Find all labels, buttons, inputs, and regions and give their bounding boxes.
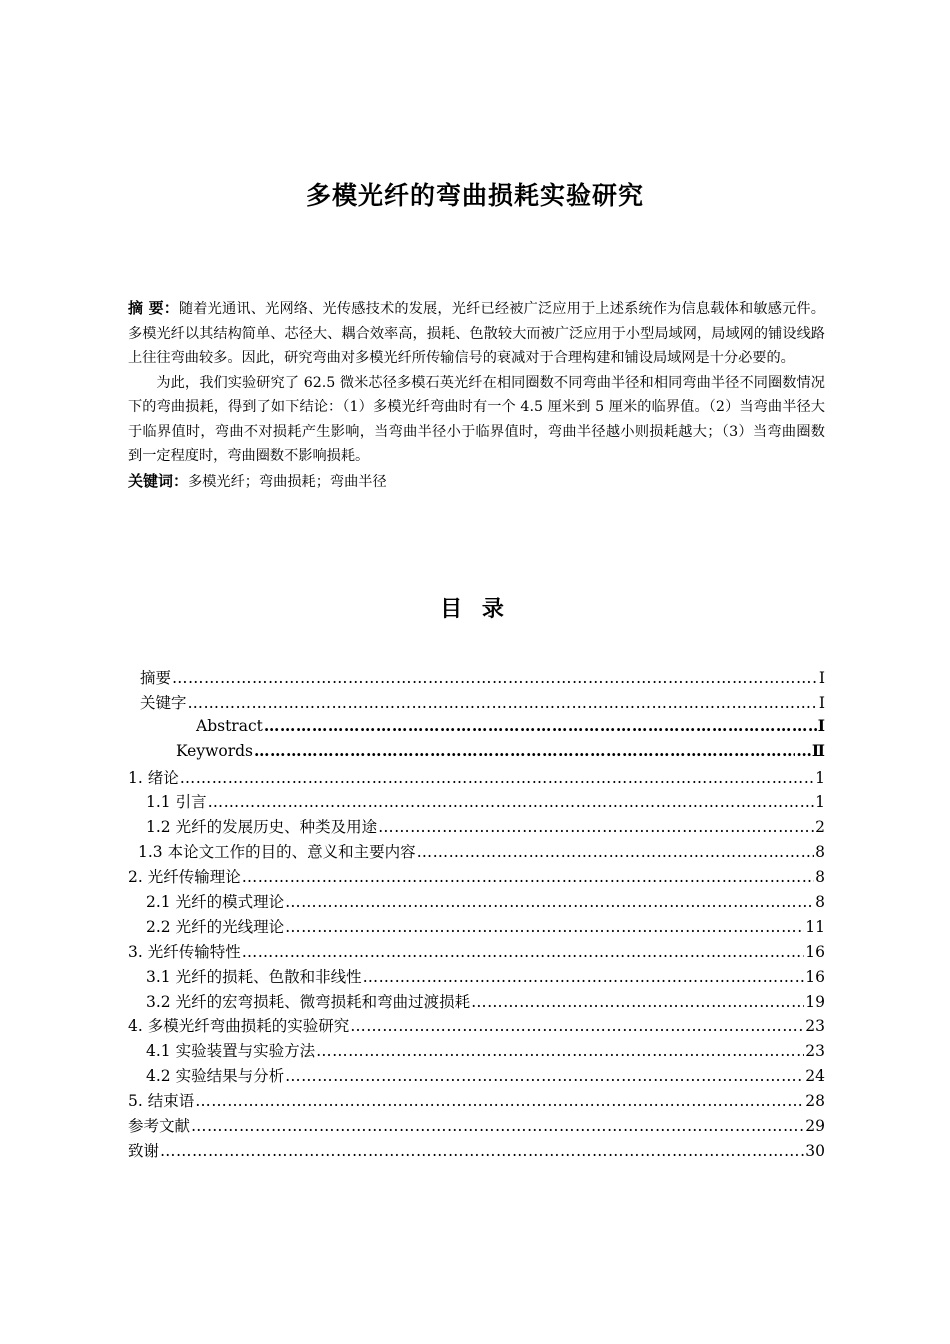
toc-entry[interactable]	[128, 990, 825, 1015]
toc-leader-dots	[254, 741, 795, 760]
keywords-label: 关键词：	[128, 471, 189, 490]
toc-entry-text: 4.2 实验结果与分析	[146, 1067, 285, 1086]
toc-entry[interactable]	[128, 666, 825, 691]
toc-entry-page: Ⅰ	[818, 669, 825, 687]
toc-entry-text: 关键字	[140, 693, 187, 712]
toc-entry-text: 1. 绪论	[128, 768, 179, 787]
toc-entry[interactable]	[128, 1064, 825, 1089]
toc-leader-dots	[285, 893, 814, 911]
toc-entry[interactable]	[128, 691, 825, 716]
toc-entry-page: 8	[815, 843, 825, 862]
abstract-label: 摘 要：	[128, 299, 179, 317]
toc-entry[interactable]	[128, 741, 825, 766]
toc-entry[interactable]	[128, 1089, 825, 1114]
toc-entry-page: 24	[805, 1067, 825, 1086]
table-of-contents	[128, 666, 825, 1164]
toc-entry[interactable]	[128, 865, 825, 890]
toc-leader-dots	[316, 1042, 804, 1060]
toc-entry-text: 3. 光纤传输特性	[128, 942, 241, 961]
toc-entry-page: 11	[805, 917, 825, 936]
toc-entry-text: 1.2 光纤的发展历史、种类及用途	[146, 818, 378, 837]
toc-entry-text: 2.1 光纤的模式理论	[146, 893, 285, 912]
toc-leader-dots	[195, 1092, 804, 1110]
toc-entry[interactable]	[128, 890, 825, 915]
toc-title: 目 录	[440, 597, 510, 622]
abstract-paragraph-2: 为此，我们实验研究了 62.5 微米芯径多模石英光纤在相同圈数不同弯曲半径和相同弯曲半径不同圈数情况下的弯曲损耗，得到了如下结论：（1）多模光纤弯曲时有一个 4.5 厘米到 5 厘米的临界值。（2）当弯曲半径大于临界值时，弯曲不对损耗产生影响，当弯曲半径小于临界值时，弯曲半径越小则损耗越大；（3）当弯曲圈数到一定程度时，弯曲圈数不影响损耗。	[128, 374, 825, 464]
toc-entry-page: Ⅰ	[818, 693, 825, 712]
toc-entry-text: 摘要	[140, 669, 172, 687]
toc-entry[interactable]	[128, 1039, 825, 1064]
toc-entry-page: 8	[815, 868, 825, 887]
toc-entry-text: 2.2 光纤的光线理论	[146, 917, 285, 936]
toc-entry[interactable]	[128, 1114, 825, 1139]
toc-entry-text: 4. 多模光纤弯曲损耗的实验研究	[128, 1017, 350, 1036]
toc-leader-dots	[242, 943, 805, 961]
abstract-text-1: 随着光通讯、光网络、光传感技术的发展，光纤已经被广泛应用于上述系统作为信息载体和敏感元件。多模光纤以其结构简单、芯径大、耦合效率高，损耗、色散较大而被广泛应用于小型局域网，局域网的铺设线路上往往弯曲较多。因此，研究弯曲对多模光纤所传输信号的衰减对于合理构建和铺设局域网是十分必要的。	[128, 301, 825, 366]
toc-entry[interactable]	[128, 915, 825, 940]
toc-leader-dots	[264, 716, 817, 735]
toc-entry[interactable]	[128, 815, 825, 840]
toc-entry-text: 4.1 实验装置与实验方法	[146, 1042, 316, 1061]
toc-entry[interactable]	[128, 716, 825, 741]
toc-leader-dots	[471, 993, 804, 1011]
toc-entry[interactable]	[128, 1139, 825, 1164]
toc-entry-page: 1	[815, 768, 825, 787]
toc-entry-page: 2	[815, 818, 825, 837]
toc-entry-text: 2. 光纤传输理论	[128, 868, 241, 887]
toc-entry-text: Abstract	[196, 716, 263, 735]
toc-entry[interactable]	[128, 965, 825, 990]
toc-entry-page: 16	[805, 967, 825, 986]
toc-entry[interactable]	[128, 766, 825, 791]
abstract-paragraph-1	[128, 296, 825, 371]
toc-entry-page: 23	[805, 1017, 825, 1036]
toc-entry-text: 致谢	[128, 1141, 160, 1160]
toc-entry-text: 参考文献	[128, 1117, 191, 1136]
toc-entry[interactable]	[128, 940, 825, 965]
toc-leader-dots	[285, 918, 804, 936]
abstract-section	[128, 296, 825, 494]
toc-entry-page: 29	[805, 1117, 825, 1136]
toc-entry[interactable]	[128, 840, 825, 865]
toc-leader-dots	[188, 694, 818, 712]
toc-entry-page: 19	[805, 992, 825, 1011]
toc-leader-dots	[191, 1117, 804, 1135]
toc-entry-page: 28	[805, 1092, 825, 1111]
toc-entry-text: 1.1 引言	[146, 793, 207, 812]
toc-leader-dots	[160, 1142, 804, 1160]
toc-entry-text: 5. 结束语	[128, 1092, 195, 1111]
toc-leader-dots	[417, 843, 815, 861]
toc-entry-page: 23	[805, 1042, 825, 1061]
toc-entry-page: 1	[815, 793, 825, 812]
toc-entry-page: 30	[805, 1141, 825, 1160]
toc-entry-text: Keywords	[176, 741, 253, 760]
toc-entry-page: Ⅰ	[817, 715, 825, 735]
keywords-text: 多模光纤；弯曲损耗；弯曲半径	[188, 473, 387, 490]
toc-entry-text: 1.3 本论文工作的目的、意义和主要内容	[138, 843, 416, 862]
toc-leader-dots	[350, 1017, 804, 1035]
keywords-line	[128, 469, 825, 495]
toc-leader-dots	[208, 793, 815, 811]
toc-entry-page: …Ⅱ	[796, 740, 825, 760]
paper-title: 多模光纤的弯曲损耗实验研究	[305, 181, 644, 210]
toc-entry[interactable]	[128, 790, 825, 815]
toc-entry-text: 3.1 光纤的损耗、色散和非线性	[146, 967, 362, 986]
toc-entry-text: 3.2 光纤的宏弯损耗、微弯损耗和弯曲过渡损耗	[146, 992, 471, 1011]
toc-leader-dots	[180, 769, 814, 787]
toc-leader-dots	[378, 818, 814, 836]
toc-leader-dots	[285, 1067, 804, 1085]
toc-entry[interactable]	[128, 1014, 825, 1039]
toc-leader-dots	[363, 968, 805, 986]
toc-leader-dots	[242, 868, 814, 886]
toc-entry-page: 8	[815, 893, 825, 912]
toc-entry-page: 16	[805, 942, 825, 961]
toc-leader-dots	[172, 669, 818, 687]
